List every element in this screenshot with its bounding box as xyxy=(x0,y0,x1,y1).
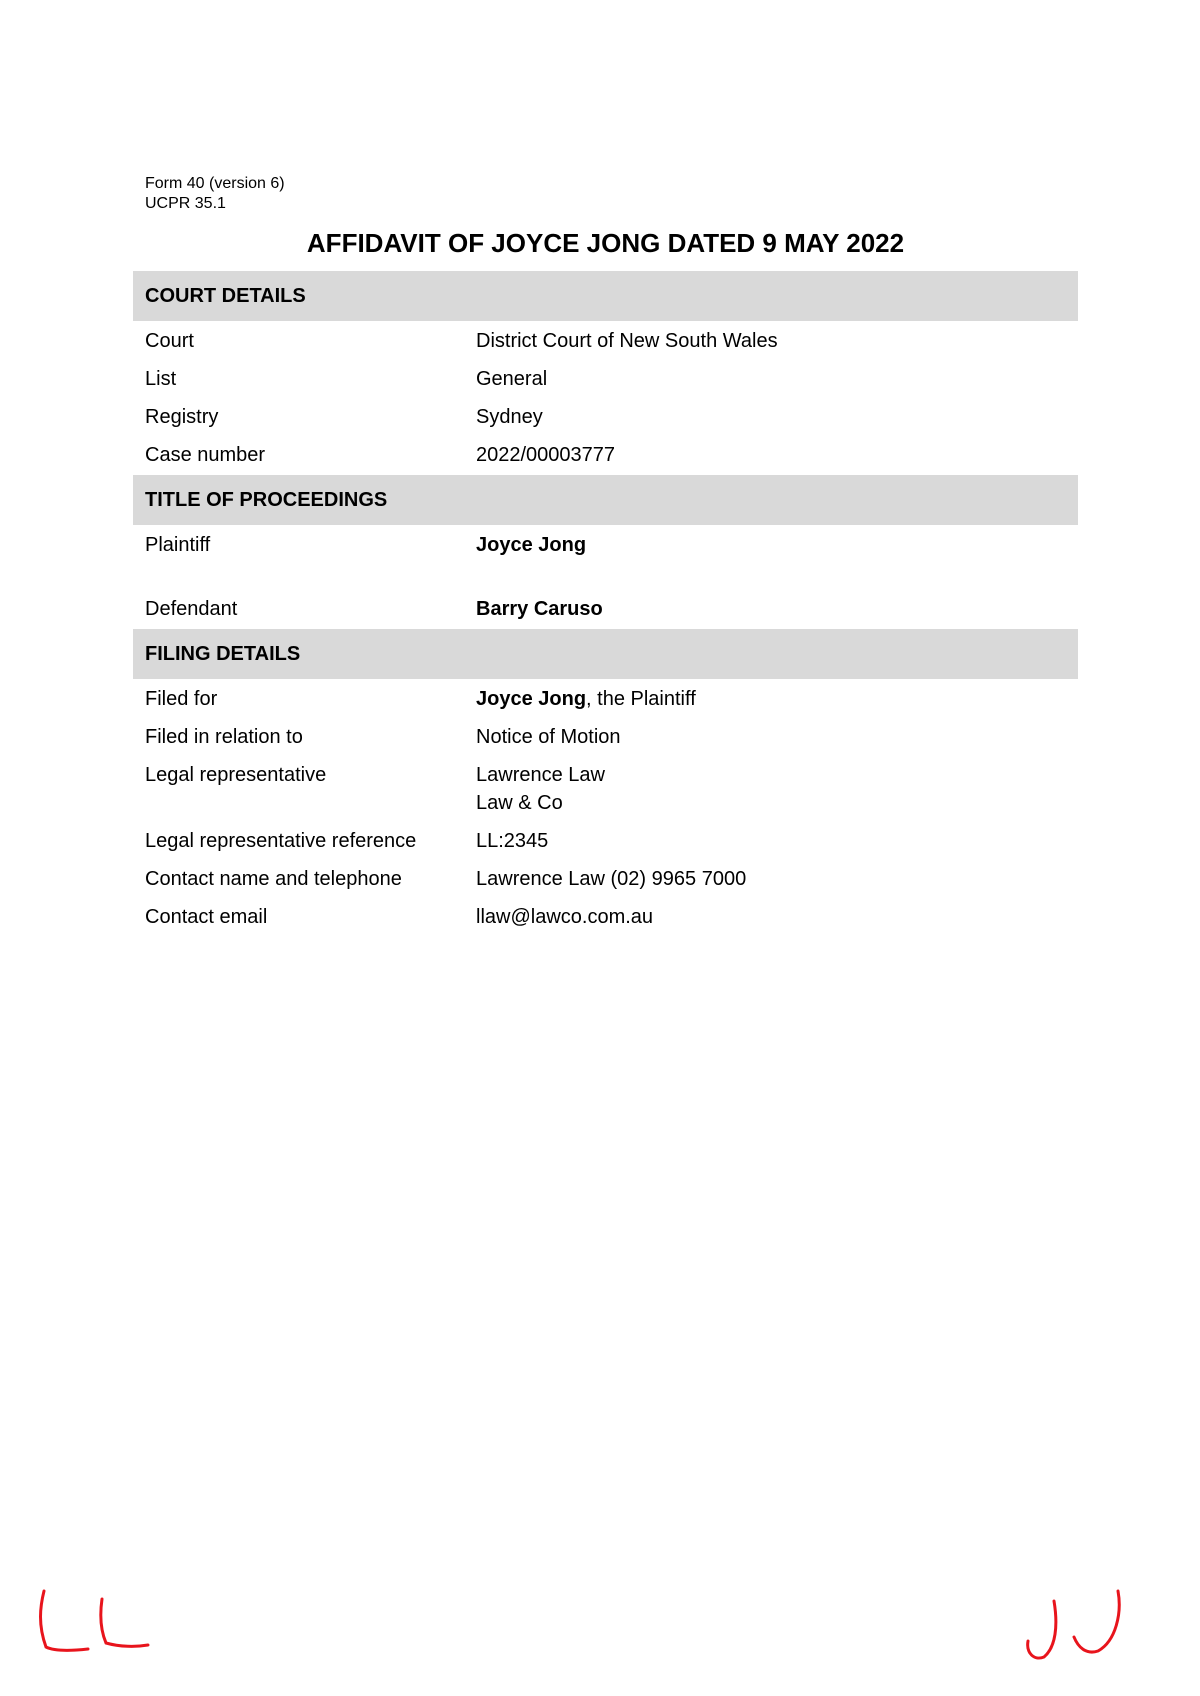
defendant-row xyxy=(133,595,1078,623)
form-version: Form 40 (version 6) xyxy=(145,175,285,192)
plaintiff-label: Plaintiff xyxy=(145,534,211,556)
legal-reference-label: Legal representative reference xyxy=(145,830,417,852)
legal-representative-label: Legal representative xyxy=(145,764,327,786)
table-row xyxy=(133,365,1078,393)
row-value: General xyxy=(476,368,548,390)
section-court-details: COURT DETAILS xyxy=(133,271,1078,321)
filed-in-relation-label: Filed in relation to xyxy=(145,726,303,748)
filed-for-label: Filed for xyxy=(145,688,218,710)
contact-row xyxy=(133,865,1078,893)
filed-in-relation-row xyxy=(133,723,1078,751)
left-initials-signature xyxy=(30,1585,160,1665)
filed-in-relation-value: Notice of Motion xyxy=(476,726,621,748)
email-value: llaw@lawco.com.au xyxy=(476,906,654,928)
legal-representative-firm: Law & Co xyxy=(476,792,563,814)
table-row xyxy=(133,441,1078,469)
plaintiff-name: Joyce Jong xyxy=(476,534,587,556)
row-label: Case number xyxy=(145,444,266,466)
legal-representative-value xyxy=(476,761,1078,817)
row-label: Registry xyxy=(145,406,219,428)
table-row xyxy=(133,327,1078,355)
row-label: Court xyxy=(145,330,194,352)
rule-reference: UCPR 35.1 xyxy=(145,195,226,212)
table-row xyxy=(133,403,1078,431)
filed-for-name: Joyce Jong xyxy=(476,688,587,710)
defendant-name: Barry Caruso xyxy=(476,598,603,620)
contact-label: Contact name and telephone xyxy=(145,868,402,890)
email-label: Contact email xyxy=(145,906,268,928)
section-title-of-proceedings: TITLE OF PROCEEDINGS xyxy=(133,475,1078,525)
initial-stroke xyxy=(1074,1591,1119,1652)
form-reference xyxy=(145,174,285,214)
legal-reference-row xyxy=(133,827,1078,855)
filed-for-row xyxy=(133,685,1078,713)
initial-stroke xyxy=(101,1599,148,1646)
filed-for-role: , the Plaintiff xyxy=(586,688,696,710)
legal-representative-name: Lawrence Law xyxy=(476,764,605,786)
initial-stroke xyxy=(41,1591,89,1650)
initial-stroke xyxy=(1028,1601,1056,1658)
document-title: AFFIDAVIT OF JOYCE JONG DATED 9 MAY 2022 xyxy=(306,228,905,258)
email-row xyxy=(133,903,1078,931)
defendant-label: Defendant xyxy=(145,598,238,620)
legal-representative-row xyxy=(133,761,1078,817)
row-label: List xyxy=(145,368,177,390)
legal-reference-value: LL:2345 xyxy=(476,830,549,852)
filed-for-value xyxy=(476,685,1078,713)
row-value: Sydney xyxy=(476,406,543,428)
plaintiff-row xyxy=(133,531,1078,559)
row-value: District Court of New South Wales xyxy=(476,330,778,352)
contact-value: Lawrence Law (02) 9965 7000 xyxy=(476,868,747,890)
right-initials-signature xyxy=(1010,1585,1140,1685)
details-table xyxy=(133,271,1078,931)
row-value: 2022/00003777 xyxy=(476,444,616,466)
section-filing-details: FILING DETAILS xyxy=(133,629,1078,679)
